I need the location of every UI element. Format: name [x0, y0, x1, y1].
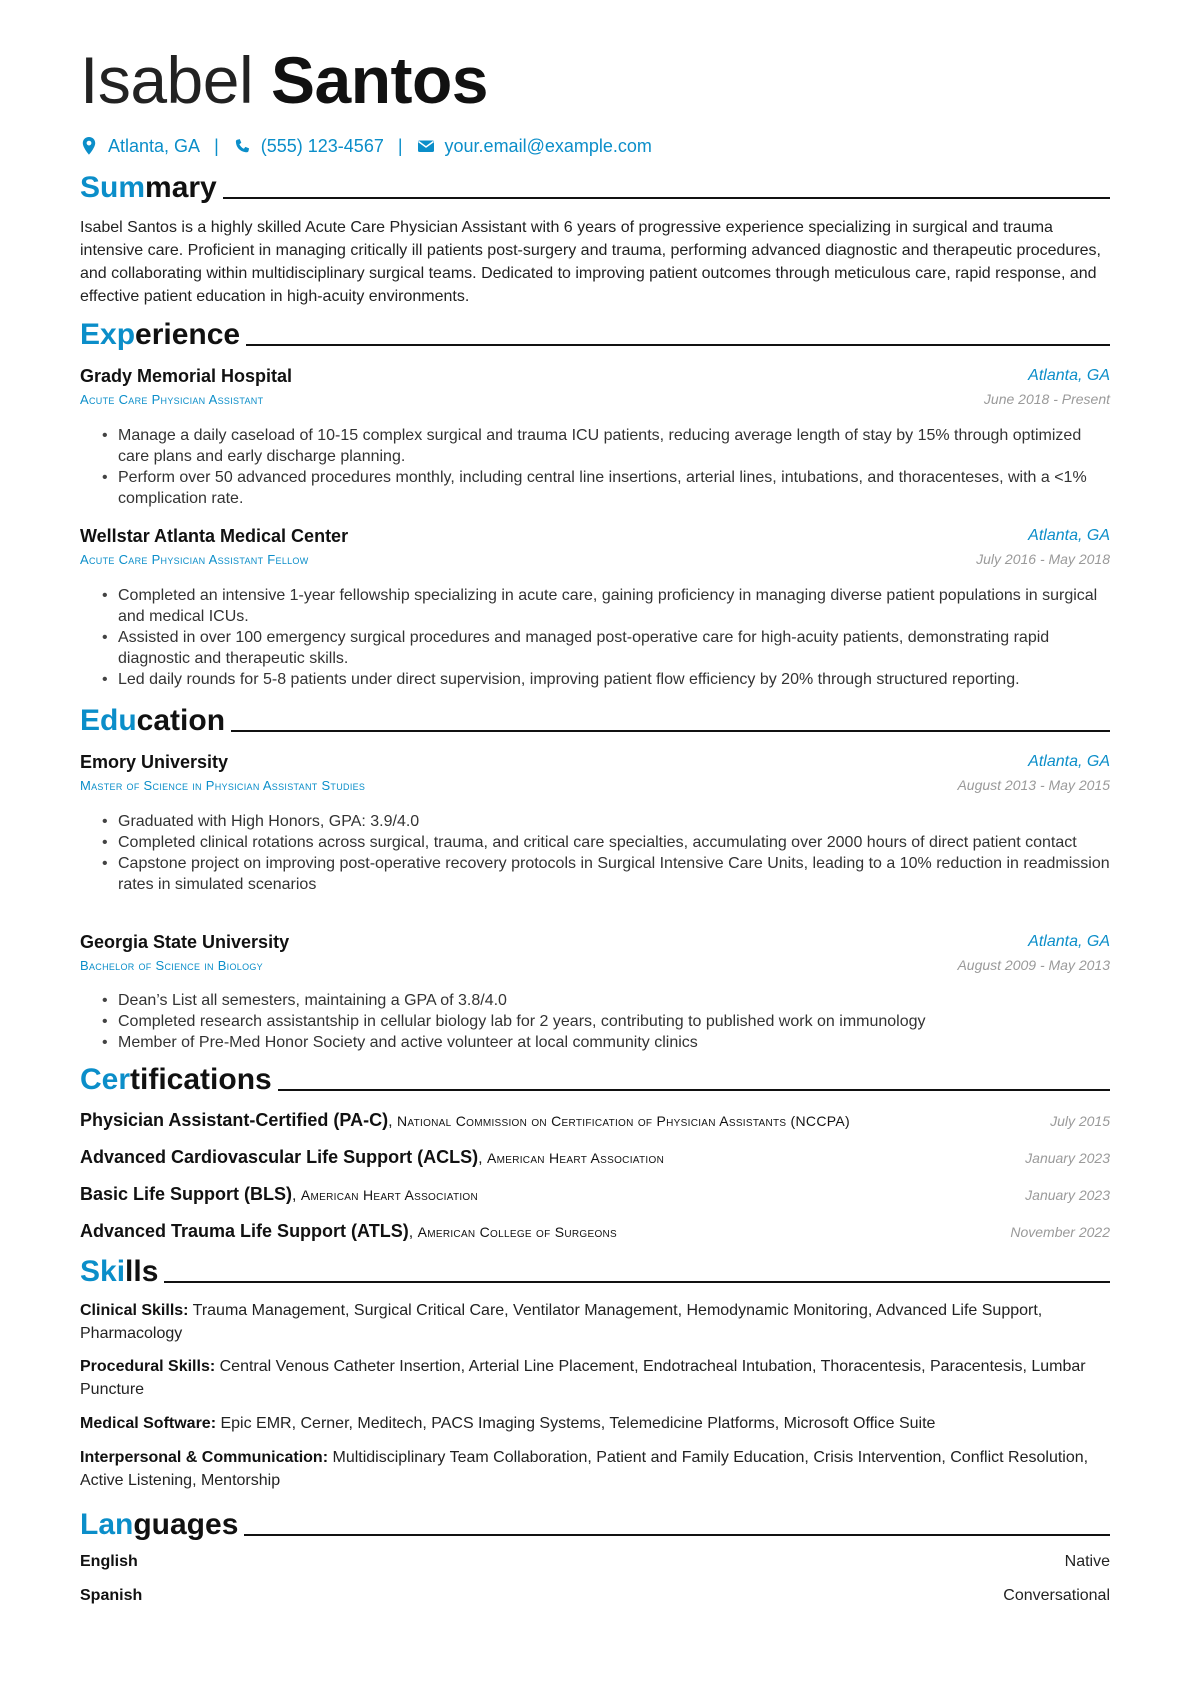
section-rule — [244, 1534, 1110, 1536]
contact-location: Atlanta, GA — [108, 136, 201, 156]
certification-row: Advanced Cardiovascular Life Support (ACLS), American Heart Association January 2023 — [80, 1147, 1110, 1167]
skill-label: Clinical Skills: — [80, 1302, 189, 1319]
section-title: Skills — [80, 1255, 159, 1288]
employer-location: Atlanta, GA — [1028, 527, 1110, 544]
contact-phone[interactable]: (555) 123-4567 — [260, 136, 384, 156]
skill-label: Medical Software: — [80, 1415, 217, 1432]
certification-issuer: American College of Surgeons — [417, 1224, 618, 1240]
skill-value: Epic EMR, Cerner, Meditech, PACS Imaging Systems, Telemedicine Platforms, Microsoft Office Suite — [220, 1415, 936, 1432]
skill-row — [80, 1446, 1110, 1492]
degree-title: Master of Science in Physician Assistant Studies — [80, 778, 366, 793]
list-item: • Led daily rounds for 5-8 patients under direct supervision, improving patient flow efficiency by 20% through structured reporting. — [102, 669, 1110, 690]
certification-row: Basic Life Support (BLS), American Heart Association January 2023 — [80, 1184, 1110, 1204]
language-level: Native — [1064, 1553, 1110, 1570]
section-rule — [164, 1281, 1110, 1283]
education-dates: August 2009 - May 2013 — [957, 957, 1110, 973]
school-location: Atlanta, GA — [1028, 933, 1110, 950]
certification-name: Advanced Trauma Life Support (ATLS) — [80, 1221, 409, 1241]
list-item: • Member of Pre-Med Honor Society and active volunteer at local community clinics — [102, 1032, 1110, 1053]
summary-text: Isabel Santos is a highly skilled Acute Care Physician Assistant with 6 years of progressive experience specializing in surgical and trauma intensive care. Proficient in managing critically ill patients post-surgery and trauma, performing advanced diagnostic and therapeutic procedures, and collaborating within multidisciplinary surgical teams. Dedicated to improving patient outcomes through meticulous care, rapid response, and effective patient education in high-acuity environments. — [80, 219, 1101, 305]
list-item: • Capstone project on improving post-operative recovery protocols in Surgical Intensive Care Units, leading to a 10% reduction in readmission rates in simulated scenarios — [102, 853, 1110, 895]
list-item: • Manage a daily caseload of 10-15 complex surgical and trauma ICU patients, reducing average length of stay by 15% through optimized care plans and early discharge planning. — [102, 425, 1110, 467]
certification-name: Physician Assistant-Certified (PA-C) — [80, 1110, 389, 1130]
job-bullets — [102, 425, 1110, 509]
languages-heading — [80, 1507, 1110, 1543]
certification-issuer: American Heart Association — [486, 1150, 665, 1166]
list-item: • Completed clinical rotations across surgical, trauma, and critical care specialties, accumulating over 2000 hours of direct patient contact — [102, 832, 1110, 853]
school-name: Georgia State University — [80, 932, 290, 952]
job-dates: July 2016 - May 2018 — [976, 551, 1110, 567]
section-rule — [246, 344, 1110, 346]
certification-name: Advanced Cardiovascular Life Support (ACLS) — [80, 1147, 479, 1167]
list-item: • Assisted in over 100 emergency surgical procedures and managed post-operative care for high-acuity patients, demonstrating rapid diagnostic and therapeutic skills. — [102, 627, 1110, 669]
section-title: Languages — [80, 1508, 239, 1541]
job-title: Acute Care Physician Assistant — [80, 392, 264, 407]
section-rule — [231, 730, 1110, 732]
education-dates: August 2013 - May 2015 — [957, 777, 1110, 793]
job-bullets — [102, 585, 1110, 690]
employer-name: Wellstar Atlanta Medical Center — [80, 526, 349, 546]
section-title: Summary — [80, 171, 217, 204]
contact-email[interactable]: your.email@example.com — [444, 136, 652, 156]
section-title: Certifications — [80, 1063, 272, 1096]
certification-date: July 2015 — [1050, 1113, 1110, 1129]
language-row — [80, 1585, 1110, 1607]
skills-heading — [80, 1254, 1110, 1290]
skill-value: Trauma Management, Surgical Critical Care, Ventilator Management, Hemodynamic Monitoring, Advanced Life Support, Pharmacology — [80, 1302, 1043, 1342]
envelope-icon — [417, 136, 435, 156]
section-rule — [223, 197, 1110, 199]
certification-row: Physician Assistant-Certified (PA-C), National Commission on Certification of Physician Assistants (NCCPA) July 2015 — [80, 1110, 1110, 1130]
list-item: • Graduated with High Honors, GPA: 3.9/4.0 — [102, 811, 1110, 832]
skill-row — [80, 1299, 1110, 1345]
education-bullets — [102, 990, 1110, 1053]
education-bullets — [102, 811, 1110, 895]
certification-date: January 2023 — [1025, 1150, 1110, 1166]
first-name: Isabel — [80, 43, 254, 117]
school-name: Emory University — [80, 752, 229, 772]
certifications-heading — [80, 1062, 1110, 1098]
candidate-name — [80, 40, 488, 120]
skill-row — [80, 1355, 1110, 1401]
experience-heading — [80, 317, 1110, 353]
certification-name: Basic Life Support (BLS) — [80, 1184, 293, 1204]
language-name: Spanish — [80, 1587, 143, 1604]
skill-label: Interpersonal & Communication: — [80, 1449, 329, 1466]
list-item: • Perform over 50 advanced procedures monthly, including central line insertions, arterial lines, intubations, and thoracenteses, with a <1% complication rate. — [102, 467, 1110, 509]
skill-value: Multidisciplinary Team Collaboration, Patient and Family Education, Crisis Intervention, Conflict Resolution, Active Listening, Mentorship — [80, 1449, 1089, 1489]
summary-heading — [80, 170, 1110, 206]
certification-issuer: American Heart Association — [300, 1187, 479, 1203]
employer-name: Grady Memorial Hospital — [80, 366, 293, 386]
education-heading — [80, 703, 1110, 739]
list-item: • Dean’s List all semesters, maintaining a GPA of 3.8/4.0 — [102, 990, 1110, 1011]
map-pin-icon — [80, 136, 98, 156]
certification-row: Advanced Trauma Life Support (ATLS), American College of Surgeons November 2022 — [80, 1221, 1110, 1241]
job-dates: June 2018 - Present — [983, 391, 1110, 407]
skill-label: Procedural Skills: — [80, 1358, 216, 1375]
certification-date: November 2022 — [1010, 1224, 1110, 1240]
skill-value: Central Venous Catheter Insertion, Arterial Line Placement, Endotracheal Intubation, Thoracentesis, Paracentesis, Lumbar Puncture — [80, 1358, 1086, 1398]
certification-date: January 2023 — [1025, 1187, 1110, 1203]
section-title: Experience — [80, 318, 241, 351]
contact-separator: | — [397, 136, 403, 156]
list-item: • Completed research assistantship in cellular biology lab for 2 years, contributing to published work on immunology — [102, 1011, 1110, 1032]
contact-line — [80, 134, 652, 158]
section-title: Education — [80, 704, 226, 737]
job-title: Acute Care Physician Assistant Fellow — [80, 552, 309, 567]
last-name: Santos — [270, 43, 489, 117]
degree-title: Bachelor of Science in Biology — [80, 958, 263, 973]
skill-row — [80, 1412, 1110, 1435]
section-rule — [278, 1089, 1110, 1091]
certification-issuer: National Commission on Certification of Physician Assistants (NCCPA) — [396, 1113, 850, 1129]
language-name: English — [80, 1553, 138, 1570]
language-level: Conversational — [1003, 1587, 1110, 1604]
school-location: Atlanta, GA — [1028, 753, 1110, 770]
phone-icon — [233, 136, 251, 156]
list-item: • Completed an intensive 1-year fellowship specializing in acute care, gaining proficiency in managing diverse patient populations in surgical and medical ICUs. — [102, 585, 1110, 627]
employer-location: Atlanta, GA — [1028, 367, 1110, 384]
language-row — [80, 1551, 1110, 1573]
contact-separator: | — [214, 136, 219, 156]
